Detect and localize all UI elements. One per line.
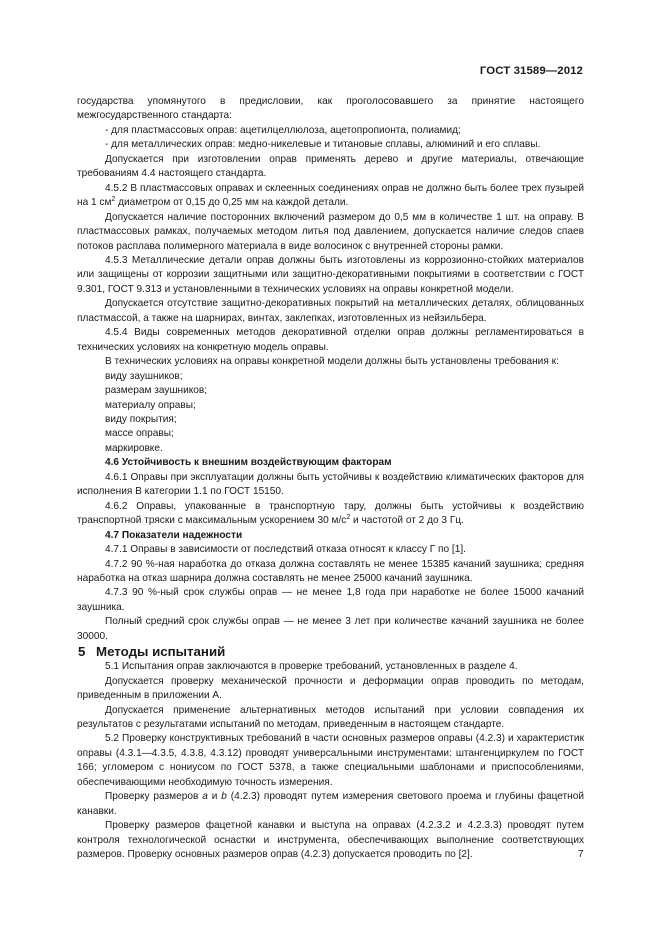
paragraph: Полный средний срок службы оправ — не менее 3 лет при количестве качаний заушника не более 30000.: [77, 616, 584, 642]
subsection-heading-4-7: 4.7 Показатели надежности: [105, 529, 243, 541]
clause-5-1: 5.1 Испытания оправ заключаются в проверке требований, установленных в разделе 4.: [105, 661, 518, 673]
clause-4-6-2: [77, 500, 584, 529]
paragraph: В технических условиях на оправы конкретной модели должны быть установлены требования к:: [105, 356, 559, 368]
paragraph: Допускается наличие посторонних включений размером до 0,5 мм в количестве 1 шт. на оправу. В пластмассовых рамках, получаемых методом литья под давлением, допускается наличие следов спаев потоков расплава полимерного материала в виде волосинок с внутренней стороны рамки.: [77, 211, 584, 252]
clause-text: 4.6.2 Оправы, упакованные в транспортную тару, должны быть устойчивы к воздействию транспортной тряски с максимальным ускорением 30 м/с: [77, 500, 584, 527]
list-item: виду заушников;: [105, 370, 183, 382]
clause-5-2: 5.2 Проверку конструктивных требований в части основных размеров оправы (4.2.3) и характеристик оправы (4.3.1—4.3.5, 4.3.8, 4.3.12) проводят универсальными инструментами: штангенциркулем по ГОСТ 166; угломером с нониусом по ГОСТ 5378, а также специальными шаблонами и приспособлениями, обеспечивающими необходимую точность измерения.: [77, 733, 584, 788]
section-number: 5: [78, 644, 86, 660]
clause-4-5-2: [77, 182, 584, 211]
clause-4-5-4: 4.5.4 Виды современных методов декоративной отделки оправ должны регламентироваться в технических условиях на конкретную модель оправы.: [77, 327, 584, 353]
superscript: 2: [111, 196, 116, 204]
paragraph-text: и: [207, 791, 222, 803]
paragraph: [77, 790, 584, 819]
list-item: - для пластмассовых оправ: ацетилцеллюлоза, ацетопропионта, полиамид;: [105, 124, 461, 136]
clause-text: и частотой от 2 до 3 Гц.: [350, 515, 464, 527]
clause-text: диаметром от 0,15 до 0,25 мм на каждой детали.: [115, 197, 349, 209]
paragraph: Проверку размеров фацетной канавки и выступа на оправах (4.2.3.2 и 4.2.3.3) проводят путем контроля технологической оснастки и инструмента, обеспечивающих выполнение соответствующих размеров. Проверку основных размеров оправ (4.2.3) допускается проводить по [2].: [77, 820, 584, 861]
list-item: виду покрытия;: [105, 413, 177, 425]
clause-4-6-1: 4.6.1 Оправы при эксплуатации должны быть устойчивы к воздействию климатических факторов для исполнения В категории 1.1 по ГОСТ 15150.: [77, 471, 584, 498]
section-heading-5: [77, 644, 584, 660]
document-body: [77, 95, 584, 863]
list-item: - для металлических оправ: медно-никелевые и титановые сплавы, алюминий и его сплавы.: [105, 139, 541, 151]
clause-4-7-3: 4.7.3 90 %-ный срок службы оправ — не менее 1,8 года при наработке не более 15000 качаний заушника.: [77, 587, 584, 613]
page-number: 7: [578, 849, 584, 860]
list-item: размерам заушников;: [105, 385, 208, 397]
clause-4-7-2: 4.7.2 90 %-ная наработка до отказа должна составлять не менее 15385 качаний заушника; средняя наработка на отказ шарнира должна составлять не менее 25000 качаний заушника.: [77, 558, 584, 584]
paragraph: Допускается проверку механической прочности и деформации оправ проводить по методам, приведенным в приложении А.: [77, 675, 584, 702]
variable-a: a: [202, 791, 208, 803]
paragraph: Допускается отсутствие защитно-декоративных покрытий на металлических деталях, облицованных пластмассой, а также на шарнирах, винтах, заклепках, изготовленных из нейзильбера.: [77, 298, 584, 324]
superscript: 2: [346, 514, 351, 522]
document-code-header: ГОСТ 31589—2012: [479, 65, 583, 77]
clause-4-7-1: 4.7.1 Оправы в зависимости от последствий отказа относят к классу Г по [1].: [105, 544, 466, 556]
paragraph: Допускается применение альтернативных методов испытаний при условии совпадения их результатов с результатами испытаний по методам, приведенным в настоящем стандарте.: [77, 704, 584, 731]
paragraph-text: Проверку размеров: [105, 791, 203, 803]
variable-b: b: [221, 791, 227, 803]
subsection-heading-4-6: 4.6 Устойчивость к внешним воздействующим факторам: [105, 457, 392, 469]
section-title: Методы испытаний: [96, 644, 226, 660]
paragraph: Допускается при изготовлении оправ применять дерево и другие материалы, отвечающие требованиям 4.4 настоящего стандарта.: [77, 153, 584, 180]
list-item: маркировке.: [105, 442, 163, 454]
clause-text: 4.5.2 В пластмассовых оправах и склеенных соединениях оправ не должно быть более трех пузырей на 1 см: [77, 182, 584, 209]
paragraph-text: (4.2.3) проводят путем измерения светового проема и глубины фацетной канавки.: [77, 791, 584, 817]
paragraph: государства упомянутого в предисловии, как проголосовавшего за принятие настоящего межгосударственного стандарта:: [77, 96, 584, 122]
list-item: массе оправы;: [105, 428, 174, 440]
clause-4-5-3: 4.5.3 Металлические детали оправ должны быть изготовлены из коррозионно-стойких материалов или защищены от коррозии защитными или защитно-декоративными покрытиями в соответствии с ГОСТ 9.301, ГОСТ 9.313 и установленными в технических условиях на оправы конкретной модели.: [77, 254, 584, 295]
list-item: материалу оправы;: [105, 399, 196, 411]
